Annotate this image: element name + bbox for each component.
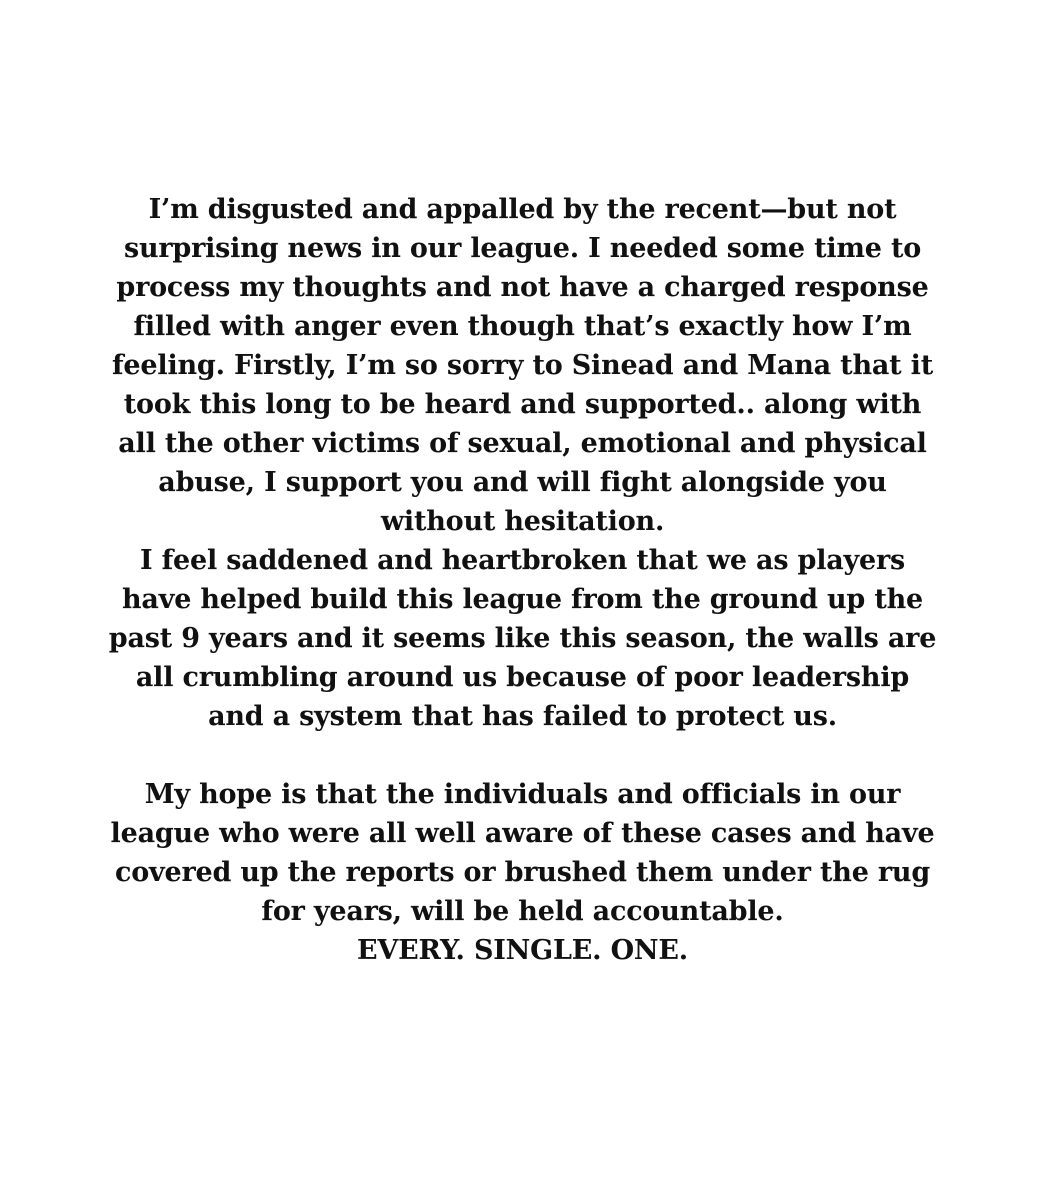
text-line: past 9 years and it seems like this season, the walls are: [108, 623, 937, 654]
text-line: filled with anger even though that’s exactly how I’m: [133, 311, 912, 342]
paragraph-2: [0, 541, 1045, 736]
text-line: process my thoughts and not have a charged response: [116, 272, 929, 303]
text-line: league who were all well aware of these cases and have: [110, 818, 935, 849]
text-line: without hesitation.: [380, 506, 665, 537]
statement-text: [0, 190, 1045, 970]
text-line: I’m disgusted and appalled by the recent—but not: [148, 194, 897, 225]
text-line: have helped build this league from the ground up the: [121, 584, 923, 615]
text-line: My hope is that the individuals and officials in our: [144, 779, 901, 810]
text-line: I feel saddened and heartbroken that we as players: [139, 545, 906, 576]
text-line: all the other victims of sexual, emotional and physical: [118, 428, 927, 459]
text-line: all crumbling around us because of poor leadership: [135, 662, 910, 693]
paragraph-gap: [0, 736, 1045, 775]
text-line: and a system that has failed to protect us.: [208, 701, 837, 732]
text-line: surprising news in our league. I needed some time to: [123, 233, 922, 264]
text-line: feeling. Firstly, I’m so sorry to Sinead and Mana that it: [112, 350, 933, 381]
text-line: took this long to be heard and supported.. along with: [123, 389, 922, 420]
closing-line: EVERY. SINGLE. ONE.: [357, 935, 688, 966]
text-line: abuse, I support you and will fight alongside you: [158, 467, 887, 498]
text-line: covered up the reports or brushed them under the rug: [114, 857, 931, 888]
paragraph-1: [0, 190, 1045, 541]
text-line: for years, will be held accountable.: [261, 896, 784, 927]
paragraph-3: [0, 775, 1045, 970]
